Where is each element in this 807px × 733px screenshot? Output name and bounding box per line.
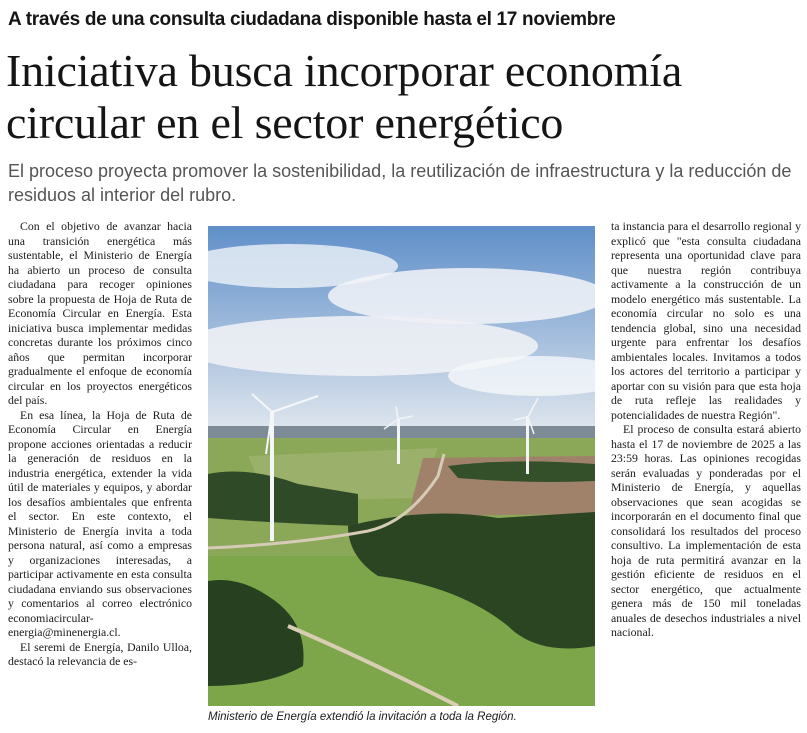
photo-caption: Ministerio de Energía extendió la invitación a toda la Región. (208, 711, 517, 723)
right-paragraph-2: El proceso de consulta estará abierto hasta el 17 de noviembre de 2025 a las 23:59 horas. Las opiniones recogidas serán evaluadas y ponderadas por el Ministerio de Energía, y aquellas observaciones que sean acogidas se incorporarán en el documento final que consolidará los resultados del proceso consultivo. La implementación de esta hoja de ruta permitirá avanzar en la gestión eficiente de residuos en el sector energético, que actualmente genera más de 150 mil toneladas anuales de desechos industriales a nivel nacional. (611, 422, 801, 639)
cloud (328, 268, 595, 324)
article-kicker: A través de una consulta ciudadana disponible hasta el 17 noviembre (8, 9, 616, 30)
right-paragraph-1: ta instancia para el desarrollo regional y explicó que "esta consulta ciudadana representa una oportunidad clave para que nuestra región contribuya activamente a la construcción de un modelo energético más sustentable. La economía circular no solo es una tendencia global, sino una necesidad urgente para enfrentar los desafíos ambientales locales. Invitamos a todos los actores del territorio a participar y aportar con su visión para que esta hoja de ruta refleje las realidades y potencialidades de nuestra Región". (611, 219, 801, 422)
article-photo (208, 226, 595, 706)
wind-farm-image (208, 226, 595, 706)
right-text-column (611, 219, 801, 727)
left-paragraph-2: En esa línea, la Hoja de Ruta de Economía Circular en Energía propone acciones orientadas a reducir la generación de residuos en la industria energética, extender la vida útil de materiales y equipos, y abordar los desafíos ambientales que enfrenta el sector. En este contexto, el Ministerio de Energía invita a toda persona natural, así como a empresas y organizaciones interesadas, a participar activamente en esta consulta ciudadana enviando sus observaciones y comentarios al correo electrónico economiacircular-energia@minenergia.cl. (8, 407, 192, 639)
horizon-haze (208, 426, 595, 440)
left-text-column (8, 219, 192, 727)
left-paragraph-3: El seremi de Energía, Danilo Ulloa, destacó la relevancia de es- (8, 639, 192, 668)
article-subhead: El proceso proyecta promover la sostenibilidad, la reutilización de infraestructura y la reducción de residuos al interior del rubro. (8, 161, 792, 205)
left-paragraph-1: Con el objetivo de avanzar hacia una transición energética más sustentable, el Ministerio de Energía ha abierto un proceso de consulta ciudadana para recoger opiniones sobre la propuesta de Hoja de Ruta de Economía Circular en Energía. Esta iniciativa busca implementar medidas concretas durante los próximos cinco años que permitan incorporar gradualmente el enfoque de economía circular en los proyectos energéticos del país. (8, 219, 192, 407)
article-headline: Iniciativa busca incorporar economía circular en el sector energético (6, 45, 683, 148)
forest (448, 461, 595, 482)
